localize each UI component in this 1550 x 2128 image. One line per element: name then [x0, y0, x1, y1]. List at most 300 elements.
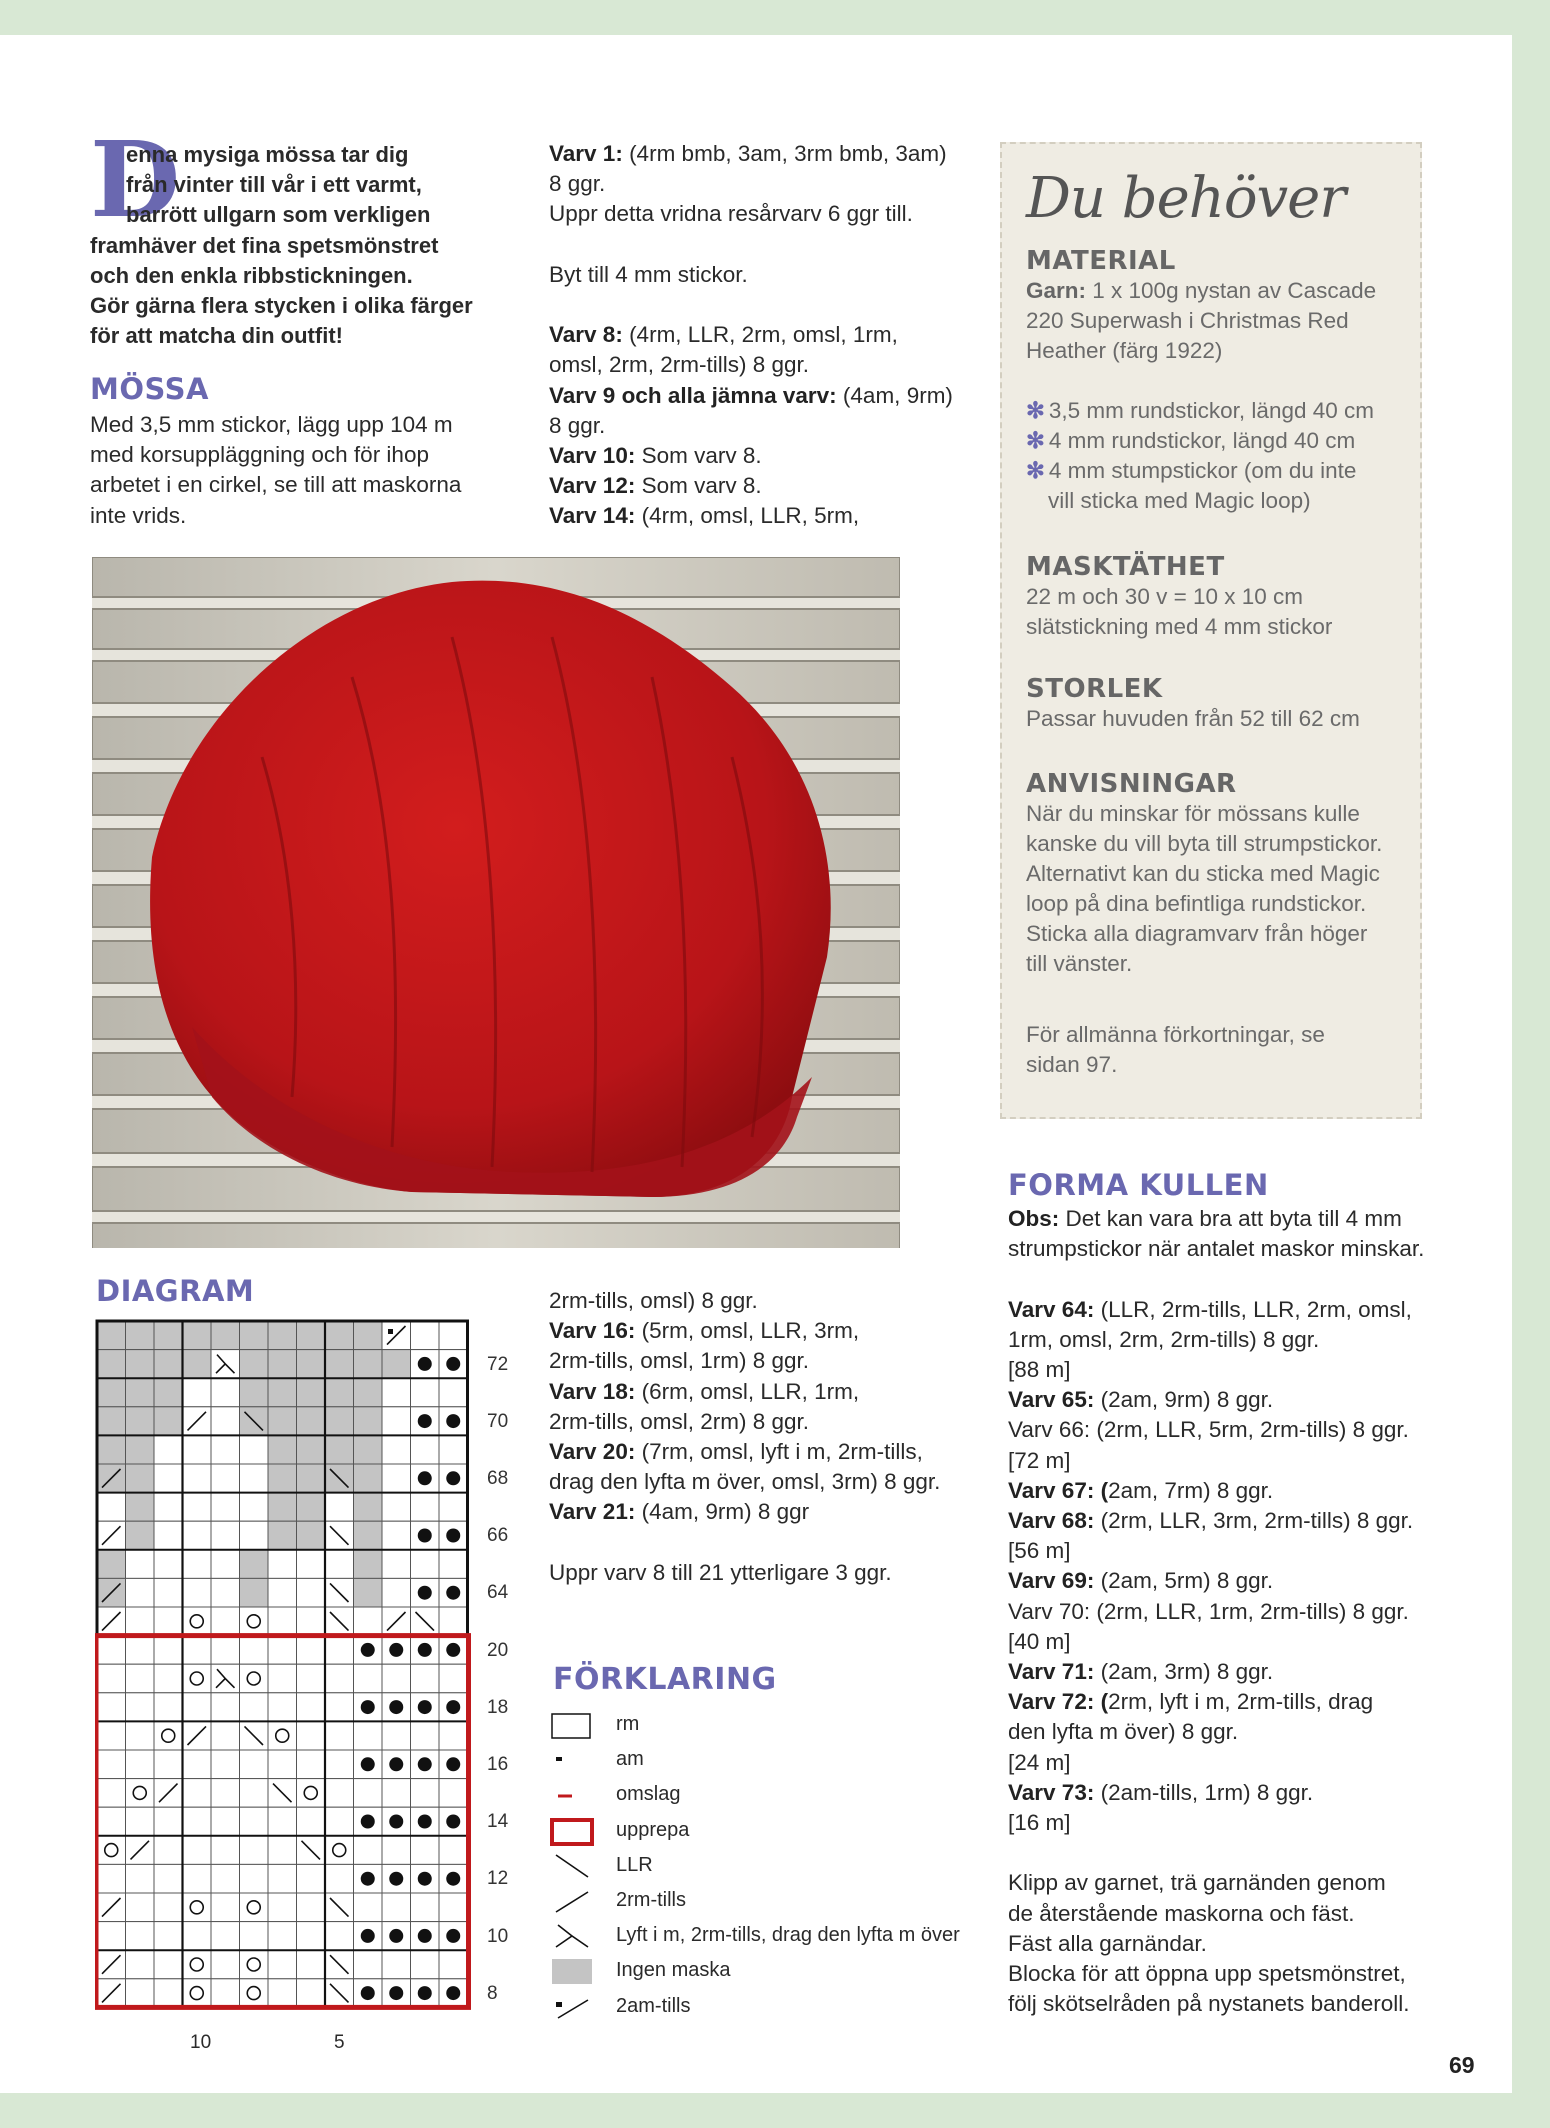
purl-symbol — [446, 1586, 460, 1600]
line-text — [549, 232, 555, 257]
purl-symbol — [418, 1414, 432, 1428]
text-line — [549, 471, 979, 501]
needle-item: 4 mm rundstickor, längd 40 cm — [1048, 428, 1356, 453]
bold-label: Varv 67: ( — [1008, 1477, 1109, 1503]
line-text: strumpstickor när antalet maskor minskar. — [1008, 1236, 1425, 1262]
chart-cell-no-stitch — [297, 1407, 326, 1436]
chart-cell — [240, 1636, 269, 1665]
chart-cell — [183, 1578, 212, 1607]
chart-cell — [382, 1950, 411, 1979]
chart-cell-no-stitch — [183, 1350, 212, 1379]
chart-cell-no-stitch — [297, 1378, 326, 1407]
bold-label: Varv 64: — [1008, 1296, 1095, 1322]
garn-line: 220 Superwash i Christmas Red — [1026, 308, 1349, 333]
chart-cell — [154, 1807, 183, 1836]
bold-label: Varv 72: ( — [1008, 1689, 1109, 1715]
chart-cell — [297, 1750, 326, 1779]
chart-cell — [268, 1950, 297, 1979]
chart-cell — [183, 1550, 212, 1579]
line-text: (4rm, LLR, 2rm, omsl, 1rm, — [622, 322, 898, 348]
chart-cell — [97, 1864, 126, 1893]
chart-cell — [183, 1950, 212, 1979]
legend-label: omslag — [616, 1783, 681, 1806]
chart-cell — [211, 1407, 240, 1436]
chart-cell — [325, 1922, 354, 1951]
legend-label: 2am-tills — [616, 1994, 691, 2017]
drop-cap: D — [90, 118, 181, 241]
chart-cell-no-stitch — [325, 1407, 354, 1436]
line-text: 2am, 7rm) 8 ggr. — [1108, 1477, 1274, 1503]
line-text: Fäst alla garnändar. — [1008, 1930, 1207, 1956]
chart-cell — [154, 1721, 183, 1750]
line-text: 8 ggr. — [549, 171, 606, 197]
gauge-line: slätstickning med 4 mm stickor — [1026, 614, 1333, 639]
chart-cell-no-stitch — [354, 1321, 383, 1350]
bold-label: Varv 1: — [549, 141, 623, 166]
chart-cell — [354, 1893, 383, 1922]
purl-symbol — [389, 1815, 403, 1829]
purl-symbol — [361, 1757, 375, 1771]
size-heading: STORLEK — [1026, 674, 1163, 704]
chart-cell — [126, 1664, 155, 1693]
chart-cell — [382, 1521, 411, 1550]
text-line — [549, 320, 979, 350]
chart-cell-no-stitch — [325, 1350, 354, 1379]
chart-cell — [297, 1950, 326, 1979]
text-line — [549, 1286, 979, 1316]
garn-line: 1 x 100g nystan av Cascade — [1086, 278, 1377, 303]
chart-cell-no-stitch — [240, 1550, 269, 1579]
chart-cell-no-stitch — [325, 1378, 354, 1407]
text-line — [1008, 1264, 1448, 1294]
chart-cell — [97, 1664, 126, 1693]
chart-cell — [268, 1979, 297, 2008]
chart-cell-no-stitch — [354, 1464, 383, 1493]
chart-cell-no-stitch — [240, 1578, 269, 1607]
text-line — [549, 411, 979, 441]
chart-cell — [297, 1864, 326, 1893]
text-line — [549, 290, 979, 320]
text-line — [549, 1407, 979, 1437]
chart-cell — [211, 1807, 240, 1836]
purl-symbol — [446, 1529, 460, 1543]
chart-cell-no-stitch — [268, 1435, 297, 1464]
line-text: Uppr detta vridna resårvarv 6 ggr till. — [549, 201, 913, 227]
chart-cell — [268, 1578, 297, 1607]
line-text: (5rm, omsl, LLR, 3rm, — [635, 1318, 860, 1344]
chart-cell-no-stitch — [268, 1493, 297, 1522]
chart-cell — [126, 1864, 155, 1893]
chart-cell — [126, 1721, 155, 1750]
chart-cell — [126, 1636, 155, 1665]
purl-symbol — [389, 1700, 403, 1714]
chart-cell — [97, 1493, 126, 1522]
chart-cell — [439, 1607, 468, 1636]
chart-cell — [354, 1664, 383, 1693]
chart-cell — [211, 1521, 240, 1550]
instr-line: Sticka alla diagramvarv från höger — [1026, 921, 1368, 946]
ssk-icon — [550, 1851, 594, 1881]
chart-cell — [183, 1493, 212, 1522]
chart-cell — [154, 1578, 183, 1607]
forma-kullen-text — [1008, 1204, 1448, 2019]
line-text: Som varv 8. — [635, 443, 762, 469]
purl-symbol — [418, 1929, 432, 1943]
chart-cell — [211, 1378, 240, 1407]
chart-cell-no-stitch — [154, 1321, 183, 1350]
line-text: (2am, 3rm) 8 ggr. — [1094, 1659, 1274, 1685]
chart-cell-no-stitch — [268, 1378, 297, 1407]
chart-cell — [126, 1578, 155, 1607]
chart-cell — [240, 1864, 269, 1893]
text-line — [549, 230, 979, 260]
knit-icon — [550, 1710, 594, 1740]
chart-cell-no-stitch — [240, 1350, 269, 1379]
instr-line: När du minskar för mössans kulle — [1026, 801, 1360, 826]
chart-cell — [382, 1836, 411, 1865]
garn-line: Heather (färg 1922) — [1026, 338, 1223, 363]
asterisk-icon: ✻ — [1026, 428, 1045, 453]
instr-line: till vänster. — [1026, 951, 1133, 976]
chart-cell — [268, 1550, 297, 1579]
chart-cell-no-stitch — [183, 1321, 212, 1350]
bold-label: Obs: — [1008, 1206, 1060, 1231]
purl-symbol — [446, 1757, 460, 1771]
chart-cell — [183, 1750, 212, 1779]
chart-cell — [382, 1378, 411, 1407]
chart-cell-no-stitch — [268, 1521, 297, 1550]
row-label: 72 — [487, 1353, 509, 1375]
chart-cell — [183, 1779, 212, 1808]
col-label: 5 — [334, 2032, 345, 2053]
intro-line: barrött ullgarn som verkligen — [126, 202, 431, 228]
chart-cell-no-stitch — [97, 1435, 126, 1464]
purl-symbol — [418, 1357, 432, 1371]
line-text: drag den lyfta m över, omsl, 3rm) 8 ggr. — [549, 1469, 941, 1495]
chart-cell — [183, 1435, 212, 1464]
col-label: 10 — [190, 2032, 212, 2053]
chart-cell — [382, 1493, 411, 1522]
chart-cell — [183, 1864, 212, 1893]
intro-line: framhäver det fina spetsmönstret — [90, 232, 439, 258]
chart-cell — [183, 1979, 212, 2008]
gauge-line: 22 m och 30 v = 10 x 10 cm — [1026, 584, 1304, 609]
chart-cell — [297, 1922, 326, 1951]
chart-cell-no-stitch — [297, 1350, 326, 1379]
intro-text — [90, 140, 490, 351]
line-text: (7rm, omsl, lyft i m, 2rm-tills, — [635, 1439, 923, 1465]
row-label: 18 — [487, 1696, 509, 1718]
chart-cell — [154, 1464, 183, 1493]
line-text: (2am, 9rm) 8 ggr. — [1094, 1387, 1274, 1413]
chart-cell — [211, 1864, 240, 1893]
line-text: Varv 70: (2rm, LLR, 1rm, 2rm-tills) 8 ggr. — [1008, 1598, 1409, 1624]
knitting-chart — [95, 1319, 495, 2018]
chart-cell — [211, 1578, 240, 1607]
chart-cell-no-stitch — [354, 1521, 383, 1550]
bold-label: Varv 20: — [549, 1439, 636, 1465]
chart-cell-no-stitch — [297, 1464, 326, 1493]
chart-cell — [354, 1836, 383, 1865]
bold-label: Varv 16: — [549, 1318, 636, 1344]
abbr-line: sidan 97. — [1026, 1052, 1118, 1077]
line-text — [549, 1530, 555, 1555]
instructions-section — [1026, 769, 1406, 979]
row-label: 68 — [487, 1468, 509, 1489]
chart-cell — [211, 1636, 240, 1665]
chart-cell — [411, 1550, 440, 1579]
text-line — [1008, 1234, 1448, 1264]
chart-cell — [354, 1721, 383, 1750]
bold-label: Varv 69: — [1008, 1568, 1095, 1594]
chart-cell — [268, 1636, 297, 1665]
chart-cell — [325, 1493, 354, 1522]
line-text: Varv 66: (2rm, LLR, 5rm, 2rm-tills) 8 ggr. — [1008, 1417, 1409, 1443]
row-label: 70 — [487, 1410, 509, 1432]
chart-grid — [95, 1319, 495, 2013]
line-text: Som varv 8. — [635, 473, 762, 499]
chart-cell — [211, 1922, 240, 1951]
instructions-heading: ANVISNINGAR — [1026, 769, 1237, 799]
material-section — [1026, 246, 1406, 366]
text-line — [1008, 1778, 1448, 1808]
chart-cell — [154, 1607, 183, 1636]
text-line — [549, 1467, 979, 1497]
gauge-heading: MASKTÄTHET — [1026, 552, 1225, 582]
bold-label: Varv 14: — [549, 503, 636, 529]
chart-cell — [183, 1464, 212, 1493]
text-line — [1008, 1355, 1448, 1385]
chart-cell-no-stitch — [382, 1350, 411, 1379]
chart-cell — [439, 1321, 468, 1350]
line-text: [16 m] — [1008, 1810, 1071, 1836]
legend-label: Ingen maska — [616, 1959, 731, 1982]
chart-cell-no-stitch — [354, 1550, 383, 1579]
line-text: 2rm, lyft i m, 2rm-tills, drag — [1108, 1689, 1374, 1715]
chart-cell — [240, 1464, 269, 1493]
line-text: omsl, 2rm, 2rm-tills) 8 ggr. — [549, 352, 810, 378]
chart-cell-no-stitch — [126, 1350, 155, 1379]
line-text: (LLR, 2rm-tills, LLR, 2rm, omsl, — [1094, 1296, 1412, 1322]
materials-box — [1000, 142, 1422, 1119]
text-line — [1008, 1808, 1448, 1838]
purl-symbol — [361, 1986, 375, 2000]
chart-cell — [126, 1693, 155, 1722]
chart-cell — [126, 1807, 155, 1836]
chart-cell — [325, 1750, 354, 1779]
chart-cell — [154, 1750, 183, 1779]
line-text: de återstående maskorna och fäst. — [1008, 1900, 1355, 1926]
chart-cell — [439, 1950, 468, 1979]
purl-icon — [550, 1745, 594, 1775]
chart-cell — [268, 1664, 297, 1693]
chart-cell — [325, 1664, 354, 1693]
chart-cell-no-stitch — [354, 1435, 383, 1464]
chart-cell — [297, 1578, 326, 1607]
yarn-over-icon — [550, 1780, 594, 1810]
chart-cell — [183, 1607, 212, 1636]
line-text — [1008, 1266, 1014, 1291]
intro-line: och den enkla ribbstickningen. — [90, 262, 413, 288]
purl-symbol — [389, 1643, 403, 1657]
text-line — [1008, 1506, 1448, 1536]
chart-cell — [126, 1893, 155, 1922]
mossa-text — [90, 410, 510, 531]
line-text: 2rm-tills, omsl) 8 ggr. — [549, 1288, 758, 1313]
line-text: [24 m] — [1008, 1749, 1071, 1775]
needle-item: 4 mm stumpstickor (om du inte — [1048, 458, 1357, 483]
chart-cell — [211, 1607, 240, 1636]
repeat-icon — [550, 1816, 594, 1846]
chart-cell — [211, 1836, 240, 1865]
bold-label: Varv 68: — [1008, 1508, 1095, 1534]
chart-cell — [240, 1979, 269, 2008]
chart-cell-no-stitch — [268, 1464, 297, 1493]
bold-label: Varv 10: — [549, 443, 636, 469]
chart-cell-no-stitch — [126, 1407, 155, 1436]
purl-symbol — [418, 1529, 432, 1543]
line-text: 8 ggr. — [549, 412, 606, 438]
line-text: Det kan vara bra att byta till 4 mm — [1059, 1206, 1402, 1231]
chart-cell — [154, 1435, 183, 1464]
chart-cell — [240, 1664, 269, 1693]
text-line — [1008, 1566, 1448, 1596]
page-number: 69 — [1449, 2052, 1475, 2078]
purl-symbol — [446, 1471, 460, 1485]
chart-cell — [268, 1893, 297, 1922]
chart-cell — [240, 1750, 269, 1779]
chart-cell — [183, 1693, 212, 1722]
chart-cell-no-stitch — [325, 1435, 354, 1464]
line-text: (6rm, omsl, LLR, 1rm, — [635, 1378, 860, 1404]
chart-cell-no-stitch — [126, 1378, 155, 1407]
legend-label: LLR — [616, 1853, 653, 1876]
chart-cell — [411, 1378, 440, 1407]
legend-label: Lyft i m, 2rm-tills, drag den lyfta m över — [616, 1924, 960, 1947]
purl-symbol — [418, 1643, 432, 1657]
chart-cell — [97, 1750, 126, 1779]
line-text: Klipp av garnet, trä garnänden genom — [1008, 1870, 1386, 1896]
bold-label: Varv 65: — [1008, 1387, 1095, 1413]
chart-cell — [240, 1922, 269, 1951]
chart-cell — [439, 1836, 468, 1865]
text-line — [1008, 1838, 1448, 1868]
chart-cell — [382, 1464, 411, 1493]
instructions-top — [549, 139, 979, 532]
chart-cell — [297, 1979, 326, 2008]
asterisk-icon: ✻ — [1026, 458, 1045, 483]
purl-symbol — [361, 1815, 375, 1829]
chart-cell — [411, 1950, 440, 1979]
chart-cell — [126, 1550, 155, 1579]
text-line — [1008, 1295, 1448, 1325]
size-section — [1026, 674, 1406, 734]
chart-cell — [297, 1550, 326, 1579]
chart-cell — [411, 1664, 440, 1693]
text-line — [1008, 1204, 1448, 1234]
heading-forma-kullen: FORMA KULLEN — [1008, 1168, 1269, 1202]
purl-symbol — [361, 1929, 375, 1943]
intro-line: Gör gärna flera stycken i olika färger — [90, 293, 473, 319]
purl-symbol — [361, 1872, 375, 1886]
row-label: 64 — [487, 1582, 509, 1604]
chart-cell — [268, 1807, 297, 1836]
chart-cell-no-stitch — [126, 1464, 155, 1493]
chart-cell — [211, 1721, 240, 1750]
line-text: [56 m] — [1008, 1538, 1071, 1564]
row-label: 66 — [487, 1525, 509, 1547]
chart-cell-no-stitch — [268, 1350, 297, 1379]
chart-cell — [411, 1893, 440, 1922]
chart-cell — [354, 1607, 383, 1636]
chart-cell — [354, 1950, 383, 1979]
chart-cell — [240, 1693, 269, 1722]
line-text: [40 m] — [1008, 1628, 1071, 1654]
purl-symbol — [418, 1471, 432, 1485]
chart-cell — [325, 1721, 354, 1750]
text-line — [549, 1558, 979, 1588]
text-line: arbetet i en cirkel, se till att maskorna — [90, 472, 462, 498]
text-line: Med 3,5 mm stickor, lägg upp 104 m — [90, 412, 453, 437]
chart-cell — [411, 1435, 440, 1464]
chart-cell — [126, 1979, 155, 2008]
chart-cell — [126, 1607, 155, 1636]
line-text: [88 m] — [1008, 1357, 1071, 1383]
chart-cell-no-stitch — [297, 1321, 326, 1350]
purl-symbol — [361, 1700, 375, 1714]
purl-symbol — [389, 1986, 403, 2000]
text-line — [1008, 1415, 1448, 1445]
garn-label: Garn: — [1026, 278, 1087, 303]
chart-cell — [240, 1521, 269, 1550]
text-line — [1008, 1627, 1448, 1657]
chart-cell — [411, 1493, 440, 1522]
chart-cell — [439, 1721, 468, 1750]
size-line: Passar huvuden från 52 till 62 cm — [1026, 706, 1360, 731]
abbreviations-note — [1026, 1020, 1406, 1080]
chart-cell-no-stitch — [268, 1407, 297, 1436]
text-line — [549, 1437, 979, 1467]
instr-line: loop på dina befintliga rundstickor. — [1026, 891, 1367, 916]
chart-cell — [183, 1636, 212, 1665]
chart-cell — [183, 1664, 212, 1693]
line-text: (4rm bmb, 3am, 3rm bmb, 3am) — [622, 141, 947, 166]
chart-cell — [439, 1378, 468, 1407]
text-line — [549, 1497, 979, 1527]
line-text: [72 m] — [1008, 1447, 1071, 1473]
text-line: med korsuppläggning och för ihop — [90, 442, 429, 468]
bold-label: Varv 71: — [1008, 1659, 1095, 1685]
chart-cell — [297, 1607, 326, 1636]
line-text: 1rm, omsl, 2rm, 2rm-tills) 8 ggr. — [1008, 1326, 1320, 1352]
chart-cell — [97, 1636, 126, 1665]
chart-cell — [211, 1779, 240, 1808]
purl-symbol — [389, 1872, 403, 1886]
chart-cell — [297, 1807, 326, 1836]
chart-cell — [439, 1435, 468, 1464]
chart-cell — [97, 1779, 126, 1808]
text-line — [1008, 1385, 1448, 1415]
chart-cell-no-stitch — [325, 1321, 354, 1350]
chart-cell — [382, 1407, 411, 1436]
line-text: (2rm, LLR, 3rm, 2rm-tills) 8 ggr. — [1094, 1508, 1414, 1534]
chart-cell — [240, 1607, 269, 1636]
line-text: (4am, 9rm) 8 ggr — [635, 1499, 810, 1525]
text-line — [549, 501, 979, 531]
bold-label: Varv 12: — [549, 473, 636, 499]
needle-item: 3,5 mm rundstickor, längd 40 cm — [1048, 398, 1374, 423]
needles-section — [1026, 396, 1406, 516]
